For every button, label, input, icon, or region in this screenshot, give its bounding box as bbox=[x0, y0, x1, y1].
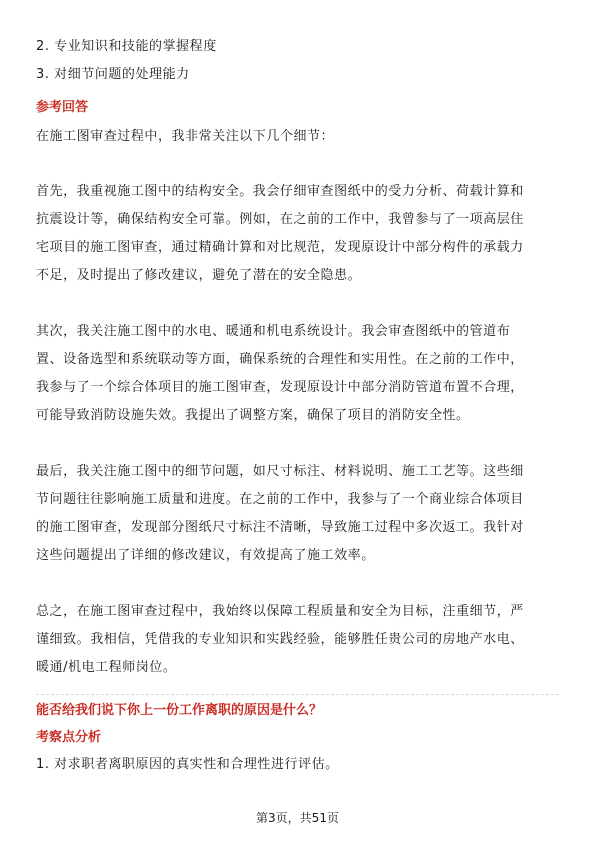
paragraph-line: 暖通/机电工程师岗位。 bbox=[36, 660, 177, 675]
question-heading: 能否给我们说下你上一份工作离职的原因是什么？ bbox=[36, 703, 323, 718]
list-item: 2. 专业知识和技能的掌握程度 bbox=[36, 39, 217, 54]
paragraph-line: 其次，我关注施工图中的水电、暖通和机电系统设计。我会审查图纸中的管道布 bbox=[36, 324, 511, 339]
page-footer: 第3页，共51页 bbox=[256, 811, 339, 825]
intro-text: 在施工图审查过程中，我非常关注以下几个细节： bbox=[36, 129, 335, 144]
paragraph-line: 抗震设计等，确保结构安全可靠。例如，在之前的工作中，我曾参与了一项高层住 bbox=[36, 212, 524, 227]
paragraph-line: 节问题往往影响施工质量和进度。在之前的工作中，我参与了一个商业综合体项目 bbox=[36, 492, 524, 507]
section-divider bbox=[36, 694, 559, 695]
paragraph-line: 的施工图审查，发现部分图纸尺寸标注不清晰，导致施工过程中多次返工。我针对 bbox=[36, 520, 524, 535]
paragraph-line: 首先，我重视施工图中的结构安全。我会仔细审查图纸中的受力分析、荷载计算和 bbox=[36, 184, 524, 199]
paragraph-line: 宅项目的施工图审查，通过精确计算和对比规范，发现原设计中部分构件的承载力 bbox=[36, 240, 524, 255]
paragraph-line: 我参与了一个综合体项目的施工图审查，发现原设计中部分消防管道布置不合理， bbox=[36, 380, 524, 395]
paragraph-line: 可能导致消防设施失效。我提出了调整方案，确保了项目的消防安全性。 bbox=[36, 408, 470, 423]
analysis-heading: 考察点分析 bbox=[36, 730, 102, 745]
list-item: 1. 对求职者离职原因的真实性和合理性进行评估。 bbox=[36, 757, 339, 772]
paragraph-line: 这些问题提出了详细的修改建议，有效提高了施工效率。 bbox=[36, 548, 375, 563]
paragraph-line: 最后，我关注施工图中的细节问题，如尺寸标注、材料说明、施工工艺等。这些细 bbox=[36, 464, 524, 479]
paragraph-line: 谨细致。我相信，凭借我的专业知识和实践经验，能够胜任贵公司的房地产水电、 bbox=[36, 632, 524, 647]
reference-answer-heading: 参考回答 bbox=[36, 100, 89, 115]
paragraph-line: 置、设备选型和系统联动等方面，确保系统的合理性和实用性。在之前的工作中， bbox=[36, 352, 524, 367]
paragraph-line: 不足，及时提出了修改建议，避免了潜在的安全隐患。 bbox=[36, 268, 362, 283]
list-item: 3. 对细节问题的处理能力 bbox=[36, 67, 190, 82]
paragraph-line: 总之，在施工图审查过程中，我始终以保障工程质量和安全为目标，注重细节，严 bbox=[36, 604, 524, 619]
